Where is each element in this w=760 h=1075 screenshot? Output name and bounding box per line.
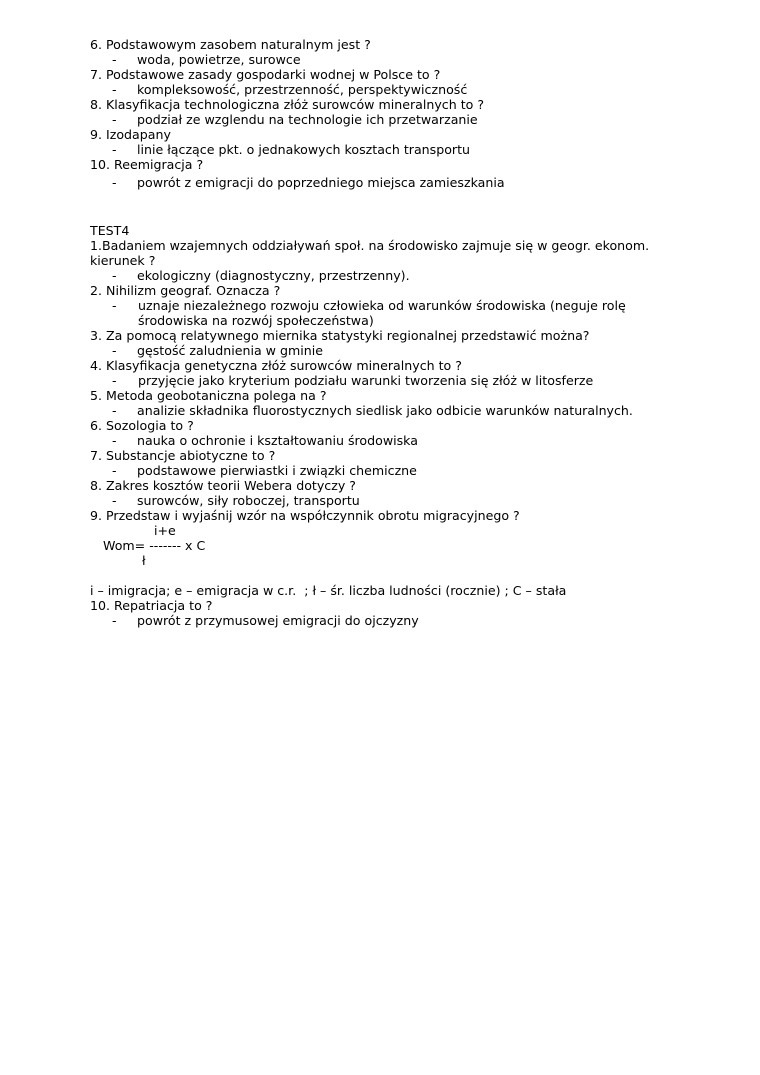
t4-question-4: 4. Klasyfikacja genetyczna złóż surowców mineralnych to ? <box>90 358 462 373</box>
dash-bullet: - <box>112 175 117 190</box>
dash-bullet: - <box>112 373 117 388</box>
dash-bullet: - <box>112 613 117 628</box>
t4-question-6: 6. Sozologia to ? <box>90 418 194 433</box>
t4-answer-8: - surowców, siły roboczej, transportu <box>112 493 360 508</box>
t4-answer-3: - gęstość zaludnienia w gminie <box>112 343 323 358</box>
dash-bullet: - <box>112 493 117 508</box>
migration-formula <box>90 523 680 567</box>
t4-question-9: 9. Przedstaw i wyjaśnij wzór na współczynnik obrotu migracyjnego ? <box>90 508 520 523</box>
t4-question-8: 8. Zakres kosztów teorii Webera dotyczy ? <box>90 478 356 493</box>
t4-question-7: 7. Substancje abiotyczne to ? <box>90 448 276 463</box>
answer-6: - woda, powietrze, surowce <box>112 52 301 67</box>
question-10: 10. Reemigracja ? <box>90 157 204 172</box>
dash-bullet: - <box>112 142 117 157</box>
t4-answer-7: - podstawowe pierwiastki i związki chemiczne <box>112 463 417 478</box>
t4-answer-10: - powrót z przymusowej emigracji do ojczyzny <box>112 613 419 628</box>
t4-answer-1: - ekologiczny (diagnostyczny, przestrzenny). <box>112 268 410 283</box>
question-9: 9. Izodapany <box>90 127 171 142</box>
question-6: 6. Podstawowym zasobem naturalnym jest ? <box>90 37 371 52</box>
formula-denominator: ł <box>142 553 146 568</box>
t4-question-10: 10. Repatriacja to ? <box>90 598 213 613</box>
dash-bullet: - <box>112 298 117 313</box>
test3-section <box>90 37 680 190</box>
t4-question-5: 5. Metoda geobotaniczna polega na ? <box>90 388 327 403</box>
formula-numerator: i+e <box>154 523 176 538</box>
formula-main: Wom= ------- x C <box>103 538 206 553</box>
question-7: 7. Podstawowe zasady gospodarki wodnej w Polsce to ? <box>90 67 441 82</box>
dash-bullet: - <box>112 343 117 358</box>
answer-10: - powrót z emigracji do poprzedniego miejsca zamieszkania <box>112 175 505 190</box>
dash-bullet: - <box>112 433 117 448</box>
t4-answer-5: - analizie składnika fluorostycznych siedlisk jako odbicie warunków naturalnych. <box>112 403 633 418</box>
dash-bullet: - <box>112 112 117 127</box>
t4-question-2: 2. Nihilizm geograf. Oznacza ? <box>90 283 281 298</box>
answer-8: - podział ze wzglendu na technologie ich przetwarzanie <box>112 112 478 127</box>
t4-question-3: 3. Za pomocą relatywnego miernika statystyki regionalnej przedstawić można? <box>90 328 590 343</box>
dash-bullet: - <box>112 82 117 97</box>
section-title: TEST4 <box>90 223 130 238</box>
dash-bullet: - <box>112 463 117 478</box>
formula-legend: i – imigracja; e – emigracja w c.r. ; ł – śr. liczba ludności (rocznie) ; C – stała <box>90 583 567 598</box>
question-8: 8. Klasyfikacja technologiczna złóż surowców mineralnych to ? <box>90 97 485 112</box>
document-page <box>90 37 680 628</box>
test4-section <box>90 223 680 628</box>
t4-question-1: 1.Badaniem wzajemnych oddziaływań społ. na środowisko zajmuje się w geogr. ekonom. kierunek ? <box>90 238 650 268</box>
answer-7: - kompleksowość, przestrzenność, perspektywiczność <box>112 82 468 97</box>
t4-answer-2: - uznaje niezależnego rozwoju człowieka od warunków środowiska (neguje rolę środowiska na rozwój społeczeństwa) <box>112 298 626 328</box>
t4-answer-6: - nauka o ochronie i kształtowaniu środowiska <box>112 433 418 448</box>
dash-bullet: - <box>112 52 117 67</box>
answer-9: - linie łączące pkt. o jednakowych kosztach transportu <box>112 142 471 157</box>
dash-bullet: - <box>112 403 117 418</box>
dash-bullet: - <box>112 268 117 283</box>
t4-answer-4: - przyjęcie jako kryterium podziału warunki tworzenia się złóż w litosferze <box>112 373 594 388</box>
